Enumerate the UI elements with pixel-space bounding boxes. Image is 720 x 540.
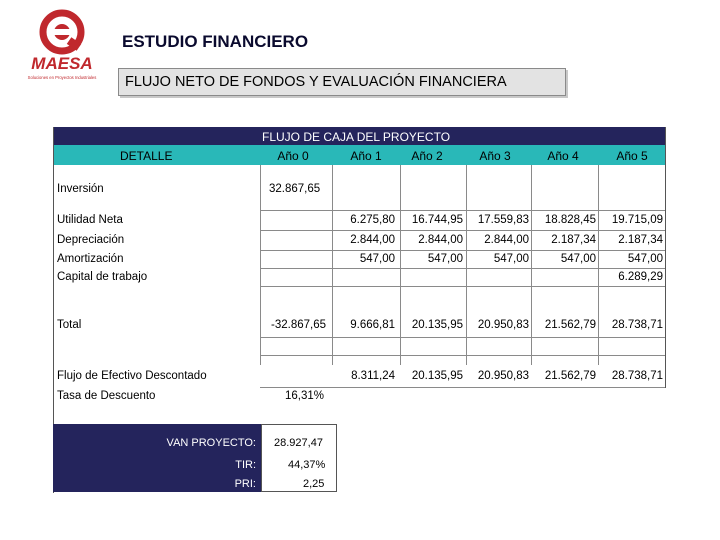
year-header: Año 1 — [350, 149, 382, 163]
tir-value: 44,37% — [288, 459, 326, 471]
grid-v — [400, 165, 401, 365]
summary-border — [336, 424, 337, 492]
row-label-working-capital: Capital de trabajo — [57, 271, 148, 283]
year-header: Año 0 — [277, 149, 309, 163]
table-cell: 6.275,80 — [350, 214, 395, 226]
table-cell: 16.744,95 — [411, 214, 463, 226]
grid-v — [332, 165, 333, 365]
summary-border — [261, 424, 337, 425]
grid-v — [466, 165, 467, 365]
grid-h — [260, 230, 665, 231]
table-cell: 2.187,34 — [551, 234, 596, 246]
table-cell: 2.844,00 — [418, 234, 463, 246]
table-cell: 547,00 — [493, 253, 529, 265]
table-cell: 21.562,79 — [544, 370, 596, 382]
row-label-discount-rate: Tasa de Descuento — [57, 390, 156, 402]
row-label-depreciation: Depreciación — [57, 234, 125, 246]
table-cell: 19.715,09 — [611, 214, 663, 226]
tir-label: TIR: — [235, 459, 256, 471]
summary-border — [261, 491, 337, 492]
van-label: VAN PROYECTO: — [166, 437, 256, 449]
subtitle-box — [118, 68, 566, 96]
table-cell: 20.950,83 — [477, 319, 529, 331]
table-cell: 32.867,65 — [269, 183, 321, 195]
grid-h — [260, 210, 665, 211]
table-border-right — [665, 127, 666, 388]
table-cell: 9.666,81 — [350, 319, 395, 331]
table-cell: 547,00 — [627, 253, 663, 265]
table-cell: 547,00 — [427, 253, 463, 265]
page-title: ESTUDIO FINANCIERO — [122, 32, 309, 51]
grid-h — [260, 286, 665, 287]
table-cell: 2.844,00 — [350, 234, 395, 246]
logo-wordmark: MAESA — [31, 54, 93, 73]
row-label-amortization: Amortización — [57, 253, 124, 265]
grid-h — [260, 250, 665, 251]
table-cell: 20.950,83 — [477, 370, 529, 382]
table-cell: 20.135,95 — [411, 370, 463, 382]
grid-h — [260, 268, 665, 269]
grid-h — [260, 337, 665, 338]
table-cell: 18.828,45 — [544, 214, 596, 226]
table-cell: 547,00 — [560, 253, 596, 265]
detail-header: DETALLE — [120, 149, 173, 163]
grid-v — [531, 165, 532, 365]
table-cell: 20.135,95 — [411, 319, 463, 331]
table-cell: 8.311,24 — [351, 370, 395, 382]
table-cell: -32.867,65 — [271, 319, 326, 331]
grid-v — [598, 165, 599, 365]
grid-h — [260, 387, 665, 388]
grid-h — [260, 355, 665, 356]
pri-label: PRI: — [234, 478, 256, 490]
year-header: Año 2 — [411, 149, 443, 163]
company-logo — [14, 8, 110, 84]
row-label-investment: Inversión — [57, 183, 104, 195]
row-label-discounted-flow: Flujo de Efectivo Descontado — [57, 370, 207, 382]
table-cell: 28.738,71 — [611, 370, 663, 382]
table-cell: 17.559,83 — [477, 214, 529, 226]
table-cell: 547,00 — [359, 253, 395, 265]
page-subtitle: FLUJO NETO DE FONDOS Y EVALUACIÓN FINANCIERA — [125, 74, 507, 90]
logo-tagline: Soluciones en Proyectos Industriales — [27, 75, 97, 80]
table-cell: 21.562,79 — [544, 319, 596, 331]
table-cell: 28.738,71 — [611, 319, 663, 331]
table-cell: 2.844,00 — [484, 234, 529, 246]
year-header: Año 5 — [616, 149, 648, 163]
row-label-total: Total — [57, 319, 82, 331]
pri-value: 2,25 — [303, 478, 325, 490]
table-cell: 6.289,29 — [618, 271, 663, 283]
row-label-net-income: Utilidad Neta — [57, 214, 123, 226]
summary-border — [261, 424, 262, 492]
table-banner: FLUJO DE CAJA DEL PROYECTO — [262, 130, 451, 144]
table-cell: 2.187,34 — [618, 234, 663, 246]
van-value: 28.927,47 — [274, 437, 323, 449]
year-header: Año 3 — [479, 149, 511, 163]
discount-rate-value: 16,31% — [285, 390, 325, 402]
year-header: Año 4 — [547, 149, 579, 163]
grid-v — [260, 165, 261, 365]
